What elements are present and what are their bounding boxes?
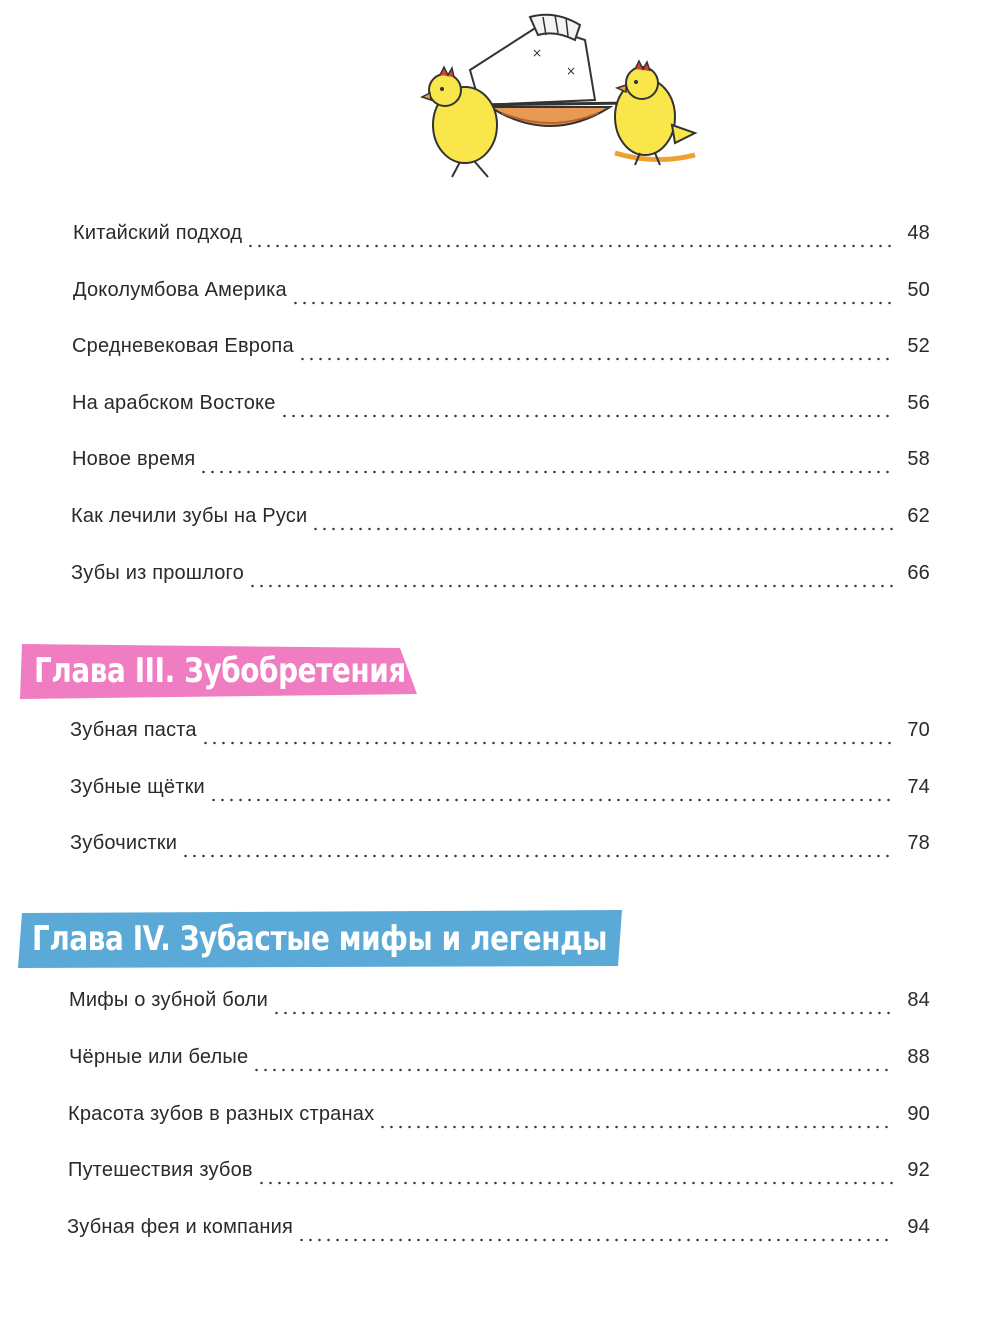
chicken-illustration-icon: [410, 5, 710, 190]
toc-entry-title: Китайский подход: [73, 222, 243, 244]
toc-entry-page: 58: [907, 448, 930, 470]
toc-entry-page: 74: [907, 776, 930, 798]
dot-leader: [378, 1125, 894, 1129]
dot-leader: [246, 244, 894, 248]
toc-entry-page: 90: [907, 1103, 930, 1125]
toc-entry[interactable]: [0, 505, 1000, 539]
svg-text:×: ×: [532, 46, 543, 60]
toc-entry-page: 84: [907, 989, 930, 1011]
toc-entry-title: Зубные щётки: [70, 776, 205, 798]
toc-entry-title: Мифы о зубной боли: [69, 989, 269, 1011]
dot-leader: [298, 357, 894, 361]
toc-entry-title: Как лечили зубы на Руси: [71, 505, 308, 527]
toc-entry-page: 92: [907, 1159, 930, 1181]
dot-leader: [252, 1068, 894, 1072]
chapter-3-title: Глава III. Зубобретения: [34, 651, 406, 691]
toc-entry-page: 52: [907, 335, 930, 357]
chapter-3-heading[interactable]: [20, 642, 418, 700]
toc-entry-page: 48: [907, 222, 930, 244]
dot-leader: [280, 414, 894, 418]
toc-entry[interactable]: [0, 279, 1000, 313]
toc-entry-page: 56: [907, 392, 930, 414]
toc-entry-page: 94: [907, 1216, 930, 1238]
dot-leader: [272, 1011, 894, 1015]
toc-entry[interactable]: [0, 222, 1000, 256]
toc-entry-title: Чёрные или белые: [69, 1046, 249, 1068]
dot-leader: [209, 798, 894, 802]
toc-entry[interactable]: [0, 448, 1000, 482]
toc-entry-page: 66: [907, 562, 930, 584]
dot-leader: [297, 1238, 894, 1242]
svg-text:×: ×: [566, 64, 577, 78]
toc-entry[interactable]: [0, 1159, 1000, 1193]
dot-leader: [311, 527, 894, 531]
toc-entry-title: Зубы из прошлого: [71, 562, 244, 584]
toc-entry-title: Красота зубов в разных странах: [68, 1103, 375, 1125]
chapter-4-title: Глава IV. Зубастые мифы и легенды: [32, 919, 607, 959]
toc-entry-title: Доколумбова Америка: [73, 279, 287, 301]
chapter-4-heading[interactable]: [18, 910, 624, 968]
dot-leader: [181, 854, 894, 858]
toc-entry-title: Путешествия зубов: [68, 1159, 253, 1181]
dot-leader: [201, 741, 894, 745]
toc-entry-page: 78: [907, 832, 930, 854]
toc-entry-title: Новое время: [72, 448, 196, 470]
toc-entry[interactable]: [0, 1046, 1000, 1080]
toc-entry[interactable]: [0, 989, 1000, 1023]
toc-entry-page: 88: [907, 1046, 930, 1068]
toc-entry-title: Средневековая Европа: [72, 335, 294, 357]
dot-leader: [291, 301, 894, 305]
toc-entry[interactable]: [0, 335, 1000, 369]
toc-entry-title: Зубная паста: [70, 719, 197, 741]
toc-entry[interactable]: [0, 392, 1000, 426]
toc-entry[interactable]: [0, 719, 1000, 753]
toc-entry-title: Зубная фея и компания: [67, 1216, 294, 1238]
dot-leader: [199, 470, 894, 474]
toc-entry-title: На арабском Востоке: [72, 392, 276, 414]
toc-entry-title: Зубочистки: [70, 832, 178, 854]
toc-entry[interactable]: [0, 776, 1000, 810]
toc-entry[interactable]: [0, 1216, 1000, 1250]
toc-entry[interactable]: [0, 832, 1000, 866]
toc-entry[interactable]: [0, 1103, 1000, 1137]
toc-entry-page: 62: [907, 505, 930, 527]
toc-entry-page: 70: [907, 719, 930, 741]
toc-entry-page: 50: [907, 279, 930, 301]
toc-entry[interactable]: [0, 562, 1000, 596]
dot-leader: [257, 1181, 894, 1185]
dot-leader: [248, 584, 894, 588]
